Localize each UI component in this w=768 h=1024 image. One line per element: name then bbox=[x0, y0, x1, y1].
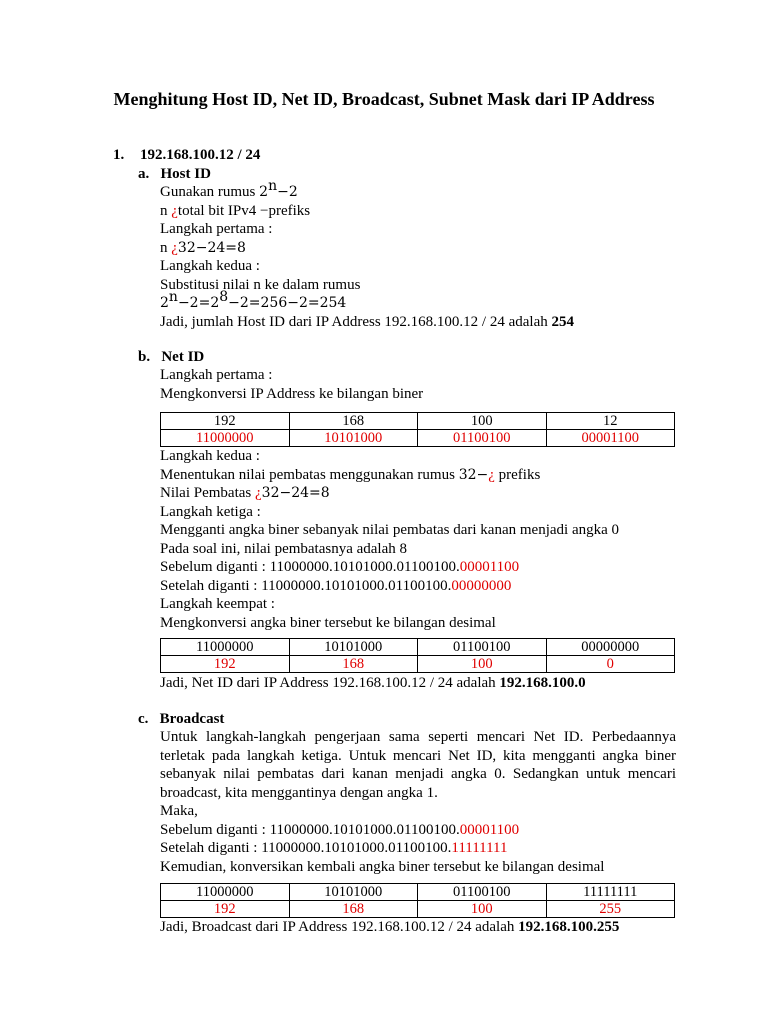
ip-to-binary-table bbox=[160, 412, 675, 447]
table-cell: 192 bbox=[161, 901, 290, 918]
host-substitution-text: Substitusi nilai n ke dalam rumus bbox=[160, 276, 361, 293]
host-calculation: $2^n-2=2^8-2=256-2=254$ bbox=[160, 289, 347, 311]
net-boundary-value: Nilai Pembatas ¿32−24=8 bbox=[160, 485, 330, 501]
table-cell: 10101000 bbox=[289, 884, 418, 901]
broadcast-binary-table bbox=[160, 883, 675, 918]
table-cell: 100 bbox=[418, 901, 547, 918]
table-cell: 01100100 bbox=[418, 884, 547, 901]
table-cell: 10101000 bbox=[289, 639, 418, 656]
broadcast-after-replace: Setelah diganti : 11000000.10101000.01100100.11111111 bbox=[160, 840, 508, 856]
section-b-label: b. Net ID bbox=[138, 349, 205, 365]
net-before-replace: Sebelum diganti : 11000000.10101000.01100100.00001100 bbox=[160, 559, 520, 575]
table-row bbox=[161, 656, 675, 673]
item-ip-heading: 192.168.100.12 / 24 bbox=[140, 147, 261, 163]
broadcast-maka: Maka, bbox=[160, 803, 198, 819]
net-boundary-note: Pada soal ini, nilai pembatasnya adalah 8 bbox=[160, 540, 408, 557]
host-n-definition: n ¿total bit IPv4 −prefiks bbox=[160, 202, 311, 219]
table-cell: 01100100 bbox=[418, 430, 547, 447]
table-cell: 192 bbox=[161, 656, 290, 673]
net-step1-label: Langkah pertama : bbox=[160, 367, 273, 383]
section-c-label: c. Broadcast bbox=[138, 711, 225, 727]
binary-to-decimal-table bbox=[160, 638, 675, 673]
broadcast-conclusion-block bbox=[160, 918, 676, 937]
table-cell: 11000000 bbox=[161, 884, 290, 901]
table-cell: 168 bbox=[289, 901, 418, 918]
table-row bbox=[161, 901, 675, 918]
table-row bbox=[161, 639, 675, 656]
broadcast-paragraph bbox=[160, 728, 676, 802]
net-step3-label: Langkah ketiga : bbox=[160, 503, 261, 520]
host-step1-label: Langkah pertama : bbox=[160, 221, 273, 237]
table-cell: 12 bbox=[546, 413, 675, 430]
paragraph-line: terletak pada langkah ketiga. Untuk mencari Net ID, kita mengganti angka biner bbox=[160, 747, 676, 764]
net-step2-formula: Menentukan nilai pembatas menggunakan rumus 32−¿ prefiks bbox=[160, 466, 541, 483]
table-cell: 168 bbox=[289, 413, 418, 430]
host-n-value: n ¿32−24=8 bbox=[160, 239, 246, 256]
host-id-heading: Host ID bbox=[160, 166, 211, 182]
net-step1-text: Mengkonversi IP Address ke bilangan biner bbox=[160, 385, 424, 402]
page-title: Menghitung Host ID, Net ID, Broadcast, Subnet Mask dari IP Address bbox=[113, 89, 655, 109]
broadcast-conclusion: Jadi, Broadcast dari IP Address 192.168.100.12 / 24 adalah 192.168.100.255 bbox=[160, 919, 620, 935]
net-after-replace: Setelah diganti : 11000000.10101000.01100100.00000000 bbox=[160, 577, 512, 594]
host-formula-line: Gunakan rumus $2^n-2$ bbox=[160, 178, 298, 200]
table-cell: 11111111 bbox=[546, 884, 675, 901]
net-step4-text: Mengkonversi angka biner tersebut ke bilangan desimal bbox=[160, 614, 496, 631]
section-a-label: a. Host ID bbox=[138, 166, 211, 182]
table-cell: 0 bbox=[546, 656, 675, 673]
host-id-result: 254 bbox=[551, 313, 574, 330]
paragraph-line: Untuk langkah-langkah pengerjaan sama seperti mencari Net ID. Perbedaannya bbox=[160, 729, 676, 745]
table-cell: 01100100 bbox=[418, 639, 547, 656]
table-cell: 11000000 bbox=[161, 430, 290, 447]
broadcast-result: 192.168.100.255 bbox=[518, 919, 620, 935]
net-id-steps bbox=[160, 447, 676, 632]
host-id-section bbox=[160, 178, 676, 331]
table-cell: 10101000 bbox=[289, 430, 418, 447]
table-row bbox=[161, 430, 675, 447]
net-step3-text: Mengganti angka biner sebanyak nilai pembatas dari kanan menjadi angka 0 bbox=[160, 522, 620, 538]
table-cell: 00001100 bbox=[546, 430, 675, 447]
net-step2-label: Langkah kedua : bbox=[160, 448, 260, 464]
table-cell: 11000000 bbox=[161, 639, 290, 656]
net-id-heading: Net ID bbox=[161, 349, 205, 365]
net-id-conclusion-block bbox=[160, 674, 676, 693]
table-cell: 00000000 bbox=[546, 639, 675, 656]
paragraph-line: broadcast, kita menggantinya dengan angka 1. bbox=[160, 784, 438, 801]
table-cell: 100 bbox=[418, 656, 547, 673]
net-id-result: 192.168.100.0 bbox=[499, 675, 586, 691]
broadcast-heading: Broadcast bbox=[159, 711, 225, 727]
table-cell: 168 bbox=[289, 656, 418, 673]
table-cell: 192 bbox=[161, 413, 290, 430]
table-cell: 255 bbox=[546, 901, 675, 918]
broadcast-convert-text: Kemudian, konversikan kembali angka biner tersebut ke bilangan desimal bbox=[160, 858, 605, 875]
broadcast-steps bbox=[160, 802, 676, 876]
net-step4-label: Langkah keempat : bbox=[160, 596, 275, 612]
table-row bbox=[161, 884, 675, 901]
paragraph-line: sebanyak nilai pembatas dari kanan menjadi angka 0. Sedangkan untuk mencari bbox=[160, 766, 676, 782]
host-step2-label: Langkah kedua : bbox=[160, 258, 260, 274]
item-number: 1. bbox=[113, 147, 125, 163]
table-row bbox=[161, 413, 675, 430]
net-id-intro bbox=[160, 366, 676, 403]
host-conclusion: Jadi, jumlah Host ID dari IP Address 192.168.100.12 / 24 adalah 254 bbox=[160, 313, 574, 330]
net-conclusion: Jadi, Net ID dari IP Address 192.168.100.12 / 24 adalah 192.168.100.0 bbox=[160, 675, 586, 691]
broadcast-before-replace: Sebelum diganti : 11000000.10101000.01100100.00001100 bbox=[160, 821, 520, 838]
table-cell: 100 bbox=[418, 413, 547, 430]
